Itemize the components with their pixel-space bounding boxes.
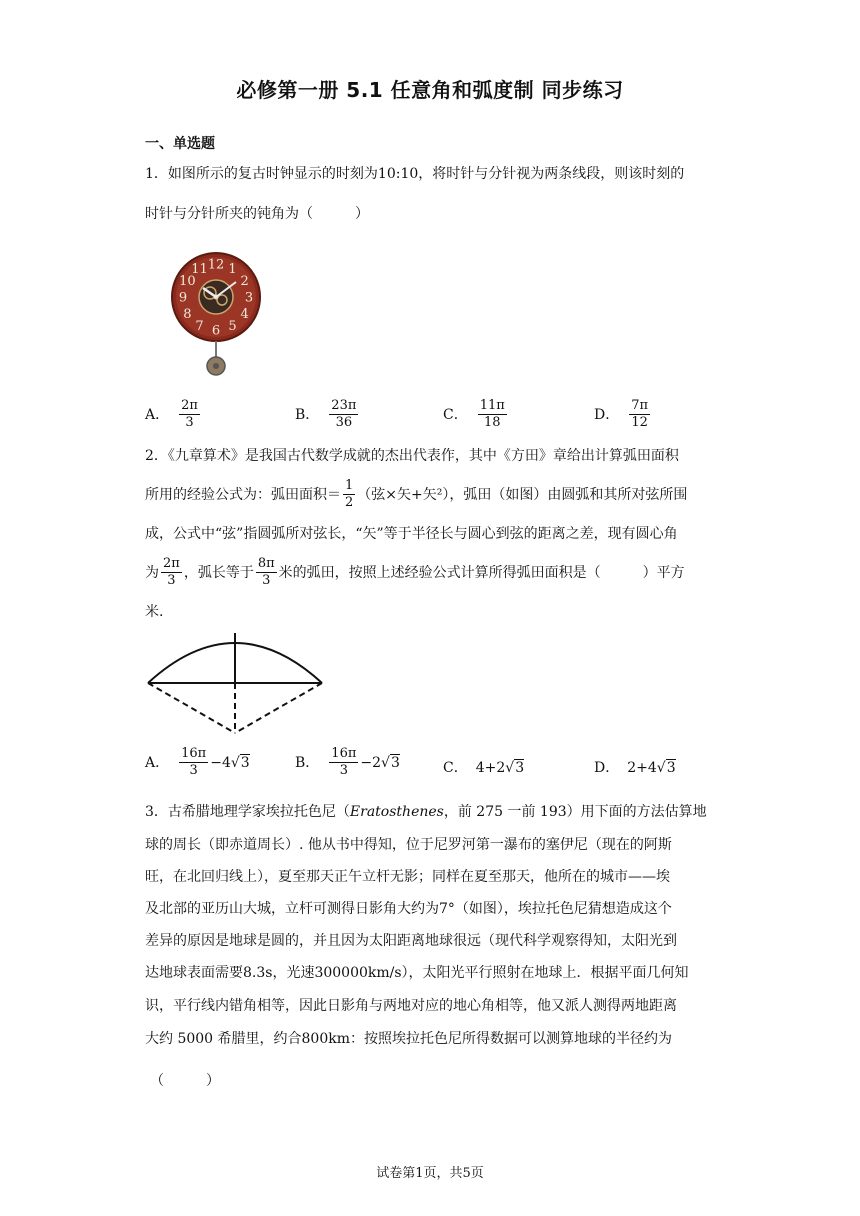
option-radicand: 3 [515, 760, 525, 776]
option-numerator: 2π [179, 398, 200, 415]
clock-numeral: 4 [240, 307, 249, 322]
q2-line-4-mid: ，弧长等于 [183, 564, 254, 581]
option-numerator: 16π [179, 746, 208, 763]
option-radicand: 3 [240, 754, 250, 771]
q2-line-2-start: 所用的经验公式为：弧田面积＝ [145, 486, 341, 503]
half-denominator: 2 [345, 495, 354, 511]
option-label: D． [594, 406, 620, 423]
clock-numeral: 1 [228, 261, 237, 277]
option-denominator: 12 [631, 415, 648, 431]
q1-option-c[interactable] [443, 398, 509, 432]
clock-numeral: 3 [244, 290, 254, 306]
option-numerator: 11π [478, 398, 507, 415]
option-numerator: 23π [329, 398, 358, 415]
q1-line-2: 时针与分针所夹的钝角为（ ） [145, 206, 369, 222]
q1-line-1: 1．如图所示的复古时钟显示的时刻为10:10，将时针与分针视为两条线段，则该时刻的 [145, 166, 685, 182]
q3-line-6: 达地球表面需要8.3s，光速300000km/s），太阳光平行照射在地球上．根据平面几何知 [145, 965, 689, 981]
q3-line-1-start: 3．古希腊地理学家埃拉托色尼（ [145, 804, 350, 820]
q1-option-a[interactable] [145, 398, 202, 432]
page-title: 必修第一册 5.1 任意角和弧度制 同步练习 [236, 78, 624, 102]
option-text: 2+4 [627, 760, 657, 776]
clock-numeral: 11 [191, 261, 208, 277]
option-denominator: 3 [339, 763, 348, 779]
option-denominator: 3 [189, 763, 198, 779]
option-label: C． [443, 406, 468, 423]
clock-numeral: 5 [228, 319, 237, 335]
option-numerator: 16π [329, 746, 358, 763]
option-label: B． [295, 754, 320, 771]
option-tail: −4 [210, 754, 231, 771]
option-label: A． [145, 406, 170, 423]
angle-denominator: 3 [167, 573, 176, 589]
option-radicand: 3 [666, 760, 676, 776]
arc-field-diagram [140, 628, 330, 740]
page-footer: 试卷第1页，共5页 [376, 1166, 484, 1181]
option-tail: −2 [360, 754, 382, 771]
clock-numeral: 2 [240, 274, 249, 289]
q3-line-1-end: ，前 275 一前 193）用下面的方法估算地 [443, 804, 707, 820]
q3-line-1 [145, 801, 707, 821]
q3-line-9: （ ） [150, 1073, 220, 1089]
option-label: A． [145, 754, 170, 771]
option-denominator: 36 [335, 415, 353, 431]
arc-numerator: 8π [256, 556, 277, 573]
q2-line-4 [145, 556, 685, 590]
q1-option-d[interactable] [594, 398, 652, 432]
q2-line-4-end: 米的弧田，按照上述经验公式计算所得弧田面积是（ ）平方 [278, 564, 685, 581]
option-label: B． [295, 406, 320, 423]
q3-line-7: 识，平行线内错角相等，因此日影角与两地对应的地心角相等，他又派人测得两地距离 [145, 998, 677, 1014]
q2-option-b[interactable]: B． $\frac{16\pi}{3}$ −2√3 [295, 746, 400, 779]
option-denominator: 18 [483, 415, 501, 431]
clock-numeral: 7 [195, 319, 204, 335]
option-radicand: 3 [390, 754, 400, 771]
clock-numeral: 10 [179, 274, 196, 289]
q1-option-b[interactable] [295, 398, 360, 432]
option-label: C． [443, 760, 468, 776]
q3-line-5: 差异的原因是地球是圆的，并且因为太阳距离地球很远（现代科学观察得知，太阳光到 [145, 933, 677, 949]
option-text: 4+2 [475, 760, 506, 776]
section-heading: 一、单选题 [145, 136, 215, 152]
option-denominator: 3 [185, 415, 194, 431]
q3-line-8: 大约 5000 希腊里，约合800km：按照埃拉托色尼所得数据可以测算地球的半径约为 [145, 1031, 673, 1047]
clock-illustration [170, 250, 265, 380]
q2-line-3: 成，公式中“弦”指圆弧所对弦长，“矢”等于半径长与圆心到弦的距离之差，现有圆心角 [145, 526, 678, 542]
q3-line-2: 球的周长（即赤道周长）. 他从书中得知，位于尼罗河第一瀑布的塞伊尼（现在的阿斯 [145, 837, 672, 853]
clock-numeral: 9 [178, 290, 188, 306]
q2-option-a[interactable]: A． $\frac{16\pi}{3}$ −4√3 [145, 746, 250, 779]
q2-line-2 [145, 478, 687, 512]
clock-numeral: 12 [207, 257, 225, 273]
angle-numerator: 2π [161, 556, 182, 573]
q2-line-4-start: 为 [145, 564, 159, 581]
q3-line-4: 及北部的亚历山大城，立杆可测得日影角大约为7°（如图），埃拉托色尼猜想造成这个 [145, 901, 672, 917]
half-numerator: 1 [343, 478, 355, 495]
q3-line-3: 旺，在北回归线上），夏至那天正午立杆无影；同样在夏至那天，他所在的城市——埃 [145, 869, 670, 885]
q2-option-d[interactable]: D． 2+4√3 [594, 760, 676, 776]
q2-option-c[interactable]: C． 4+2√3 [443, 760, 525, 776]
q3-line-1-name: Eratosthenes [349, 804, 444, 820]
q2-line-1: 2．《九章算术》是我国古代数学成就的杰出代表作，其中《方田》章给出计算弧田面积 [145, 448, 679, 464]
option-label: D． [594, 760, 620, 776]
q2-line-2-end: （弦×矢+矢²），弧田（如图）由圆弧和其所对弦所围 [357, 486, 688, 503]
option-numerator: 7π [629, 398, 650, 415]
clock-numeral: 6 [211, 323, 221, 339]
clock-numeral: 8 [183, 307, 192, 322]
arc-denominator: 3 [262, 573, 271, 589]
q2-line-5: 米. [145, 604, 164, 620]
